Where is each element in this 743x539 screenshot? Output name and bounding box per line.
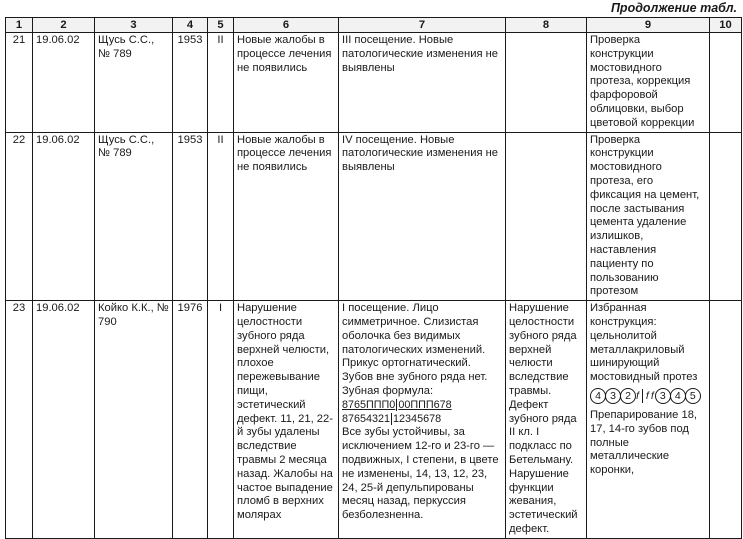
row-number: 21: [6, 33, 33, 133]
abutment-tooth: 5: [685, 388, 701, 404]
abutment-tooth: 2: [620, 388, 636, 404]
complaints-cell: Новые жалобы в процессе лечения не появились: [234, 33, 339, 133]
note-cell: [710, 33, 742, 133]
row-number: 22: [6, 132, 33, 301]
pontic-tooth: f: [645, 389, 649, 402]
birth-year: 1953: [173, 132, 208, 301]
abutment-tooth: 4: [670, 388, 686, 404]
bridge-diagram: [590, 387, 706, 405]
class-cell: II: [208, 132, 234, 301]
exam-cell: [339, 301, 506, 539]
abutment-tooth: 3: [655, 388, 671, 404]
pontic-tooth: f: [636, 389, 639, 402]
exam-rest: Все зубы устойчивы, за исключением 12-го и 23-го — подвижных, I степени, в цвете не изменены, 14, 13, 12, 23, 24, 25-й депульпированы месяц назад, перкуссия безболезненна.: [342, 426, 499, 522]
formula-bottom-right: 12345678: [393, 412, 442, 425]
abutment-tooth: 3: [605, 388, 621, 404]
col-header: 4: [173, 18, 208, 33]
complaints-cell: Новые жалобы в процессе лечения не появились: [234, 132, 339, 301]
complaints-cell: Нарушение целостности зубного ряда верхней челюсти, плохое пережевывание пищи, эстетический дефект. 11, 21, 22-й зубы удалены вследствие травмы 2 месяца назад. Жалобы на частое выпадение пломб в верхних молярах: [234, 301, 339, 539]
formula-bottom-left: 87654321: [342, 412, 391, 425]
exam-cell: III посещение. Новые патологические изменения не выявлены: [339, 33, 506, 133]
col-header: 5: [208, 18, 234, 33]
header-row: [6, 18, 742, 33]
diagnosis-cell: [506, 33, 587, 133]
treatment-table: [5, 17, 742, 539]
col-header: 6: [234, 18, 339, 33]
birth-year: 1953: [173, 33, 208, 133]
patient-name: Щусь С.С., № 789: [95, 132, 173, 301]
diagnosis-cell: Нарушение целостности зубного ряда верхней челюсти вследствие травмы. Дефект зубного ряда II кл. I подкласс по Бетельману. Нарушение функции жевания, эстетический дефект.: [506, 301, 587, 539]
abutment-tooth: 4: [590, 388, 606, 404]
exam-intro: I посещение. Лицо симметричное. Слизистая оболочка без видимых патологических изменений. Прикус ортогнатический. Зубов вне зубного ряда нет. Зубная формула:: [342, 302, 488, 397]
pontic-tooth: f: [650, 389, 654, 402]
table-row: [6, 301, 742, 539]
treatment-intro: Избранная конструкция: цельнолитой металлакриловый шинирующий мостовидный протез: [590, 302, 698, 384]
treatment-rest: Препарирование 18, 17, 14-го зубов под полные металлические коронки,: [590, 408, 698, 477]
formula-top-right: 00ППП678: [398, 398, 452, 411]
midline-divider: [642, 389, 643, 403]
row-number: 23: [6, 301, 33, 539]
note-cell: [710, 301, 742, 539]
table-row: [6, 33, 742, 133]
visit-date: 19.06.02: [33, 132, 95, 301]
treatment-cell: Проверка конструкции мостовидного протеза, его фиксация на цемент, после застывания цемента удаление излишков, наставления пациенту по пользованию протезом: [587, 132, 710, 301]
col-header: 7: [339, 18, 506, 33]
visit-date: 19.06.02: [33, 33, 95, 133]
table-row: [6, 132, 742, 301]
col-header: 10: [710, 18, 742, 33]
patient-name: Койко К.К., № 790: [95, 301, 173, 539]
col-header: 8: [506, 18, 587, 33]
formula-top-left: 8765ППП0: [342, 398, 396, 411]
class-cell: I: [208, 301, 234, 539]
treatment-cell: [587, 301, 710, 539]
col-header: 9: [587, 18, 710, 33]
diagnosis-cell: [506, 132, 587, 301]
exam-cell: IV посещение. Новые патологические изменения не выявлены: [339, 132, 506, 301]
visit-date: 19.06.02: [33, 301, 95, 539]
note-cell: [710, 132, 742, 301]
class-cell: II: [208, 33, 234, 133]
col-header: 1: [6, 18, 33, 33]
treatment-cell: Проверка конструкции мостовидного протеза, коррекция фарфоровой облицовки, выбор цветовой коррекции: [587, 33, 710, 133]
table-caption: Продолжение табл.: [610, 1, 737, 15]
col-header: 3: [95, 18, 173, 33]
dental-formula: [342, 399, 502, 427]
birth-year: 1976: [173, 301, 208, 539]
col-header: 2: [33, 18, 95, 33]
patient-name: Щусь С.С., № 789: [95, 33, 173, 133]
